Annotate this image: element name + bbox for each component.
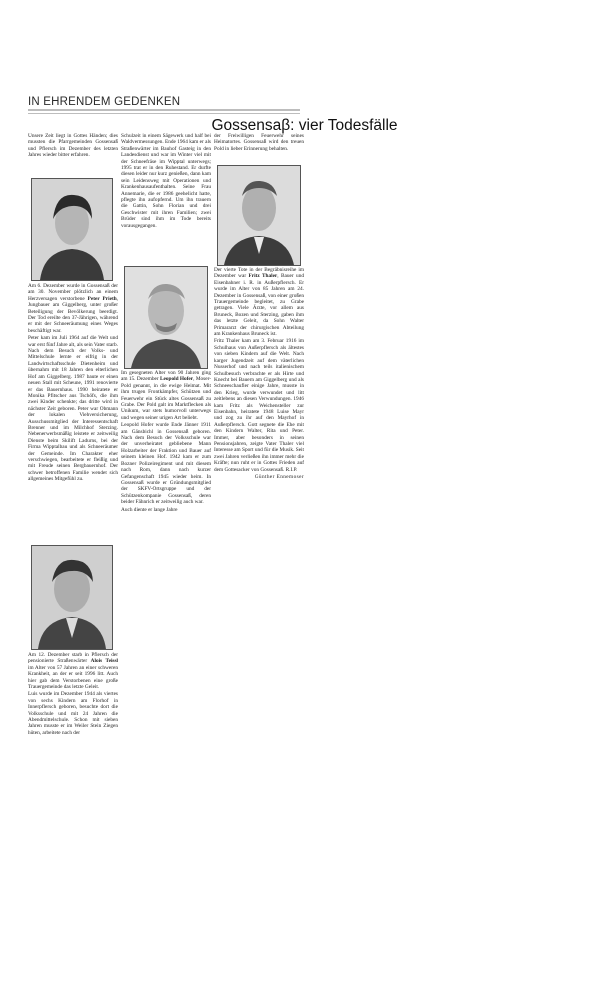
text-span: Im gesegneten Alter von 90 Jahren ging am 15. Dezember	[121, 370, 211, 383]
paragraph-fritz-life: Fritz Thaler kam am 3. Februar 1916 im Schulhaus von Außerpflersch als ältestes von sieben Kindern auf die Welt. Nach karger Jugendzeit auf dem väterlichen Nusserhof und nach teils italienischem Schulbesuch verbrachte er als Hirte und Knecht bei Bauern am Giggelberg und als Schneeschaufler einige Jahre, musste in den Krieg, wurde verwundet und litt zeitlebens an diesen Verwundungen. 1946 kam Fritz als Weichensteller zur Eisenbahn, heiratete 1948 Luise Mayr und zog zu ihr auf den Mayrhof in Außerpflersch. Gott segnete die Ehe mit den Kindern Walter, Rita und Peter. Immer, aber besonders in seinen Pensionsjahren, zeigte Vater Thaler viel Interesse am Sport und für die Musik. Seit zwei Jahren verließen ihn immer mehr die Kräfte; nun ruht er in Gottes Frieden auf dem Gottesacker von Gossensaß. R.I.P.	[214, 338, 304, 473]
paragraph-fritz-thaler	[214, 267, 304, 337]
text-span: , Jungbauer am Giggelberg, unter großer Beteiligung der Bevölkerung beerdigt. Der Tod ereilte den 37-Jährigen, während er mit der Schneeräumung eines Weges beschäftigt war.	[28, 295, 118, 334]
column-2-continued	[121, 370, 211, 514]
portrait-leopold-hofer	[124, 266, 208, 369]
name-fritz-thaler: Fritz Thaler	[248, 273, 278, 280]
portrait-fritz-thaler	[217, 165, 301, 266]
name-peter-prieth: Peter Prieth	[87, 295, 117, 302]
section-header: IN EHRENDEM GEDENKEN	[28, 96, 181, 108]
name-leopold-hofer: Leopold Hofer	[159, 376, 194, 383]
paragraph-leopold-continued: der Freiwilligen Feuerwehr seines Heimatortes. Gossensaß wird den treuen Pold in lieber Erinnerung behalten.	[214, 133, 304, 152]
text-span: Am 12. Dezember starb in Pflersch der pensionierte Straßenwärter	[28, 652, 118, 665]
paragraph-alois-continued: Schulzeit in einem Sägewerk und half bei Waldvermessungen. Ende 1964 kam er als Straßenwärter im Bauhof Gasteig in den Landesdienst und war im Winter viel mit der Schneefräse im Wipptal unterwegs; 1995 trat er in den Ruhestand. Er durfte diesen leider nur kurz genießen, dann kam sein Leidensweg mit Operationen und Krankenhausaufenthalten. Seine Frau Annemarie, die er 1986 geehelicht hatte, pflegte ihn aufopfernd. Um ihn trauern die Gattin, Sohn Florian und drei Geschwister mit ihren Familien; zwei Brüder sind ihm im Tode bereits vorausgegangen.	[121, 133, 211, 229]
paragraph-alois-life: Luis wurde im Dezember 1944 als viertes von sechs Kindern am Florhof in Innerpflersch geboren, besuchte dort die Volksschule und mit 24 Jahren die Abendmittelschule. Schon mit sieben Jahren musste er im Weiler Stein Ziegen hüten, arbeitete nach der	[28, 691, 118, 736]
header-rule-thin	[28, 113, 300, 114]
paragraph-leopold-life: Leopold Hofer wurde Ende Jänner 1911 am Gänsbichl in Gossensaß geboren. Nach dem Besuch der Volksschule war der unverheiratet gebliebene Mann Holzarbeiter der Fraktion und Bauer auf seinem kleinen Hof. 1942 kam er zum Bozner Polizeiregiment und mit diesem nach Rom, dann nach kurzer Gefangenschaft 1945 wieder heim. In Gossensaß wurde er Gründungsmitglied der SKFV-Ortsgruppe und der Schützenkompanie Gossensaß, deren beider Fähnrich er zeitweilig auch war.	[121, 422, 211, 506]
article-headline: Gossensaβ: vier Todesfälle	[211, 117, 398, 134]
text-span: Am 6. Dezember wurde in Gossensaß der am 30. November plötzlich an einem Herzversagen verstorbene	[28, 283, 118, 302]
paragraph-alois-teissl	[28, 652, 118, 690]
text-span: Der vierte Tote in der Begräbnisreihe im Dezember war	[214, 267, 304, 280]
column-1-bottom	[28, 652, 118, 737]
column-1	[28, 133, 118, 160]
paragraph-peter-prieth	[28, 283, 118, 334]
text-span: , Moser-Pold genannt, in die ewige Heimat. Mit ihm trugen Frontkämpfer, Schützen und Feuerwehr ein Stück altes Gossensaß zu Grabe. Der Pold galt im Marktflecken als Unikum, war stets humorvoll unterwegs und wegen seiner urigen Art beliebt.	[121, 376, 212, 421]
paragraph-leopold-hofer	[121, 370, 211, 421]
portrait-alois-teissl	[31, 545, 113, 650]
name-alois-teissl: Alois Teissl	[90, 658, 119, 665]
text-span: im Alter von 57 Jahren an einer schweren Krankheit, an der er seit 1996 litt. Auch hier gab dem Verstorbenen eine große Trauergemeinde das letzte Geleit.	[28, 664, 118, 691]
author-signature: Günther Ennemoser	[254, 474, 304, 480]
text-span: , Bauer und Eisenbahner i. R. in Außerpflersch. Er wurde im Alter von 85 Jahren am 24. Dezember in Gossensaß, von einer großen Trauergemeinde begleitet, zu Grabe getragen. Viele Ärzte, vor allem aus Bruneck, Bozen und Sterzing, gaben ihm das letzte Geleit, da Sohn Walter Primararzt der chirurgischen Abteilung am Krankenhaus Bruneck ist.	[214, 273, 304, 338]
portrait-peter-prieth	[31, 178, 113, 281]
column-1-continued	[28, 283, 118, 484]
header-rule	[28, 109, 300, 111]
column-2	[121, 133, 211, 230]
intro-paragraph: Unsere Zeit liegt in Gottes Händen; dies mussten die Pfarrgemeinden Gossensaß und Pflersch im Dezember des letzten Jahres wieder bitter erfahren.	[28, 133, 118, 159]
column-3-continued	[214, 267, 304, 480]
paragraph-leopold-end: Auch diente er lange Jahre	[121, 506, 178, 513]
paragraph-peter-life: Peter kam im Juli 1964 auf die Welt und war erst fünf Jahre alt, als sein Vater starb. Nach dem Besuch der Volks- und Mittelschule lernte er eifrig in der Landwirtschaftsschule Dietenheim und übernahm mit 18 Jahren den elterlichen Hof am Giggelberg. 1987 baute er einen neuen Stall mit Scheune, 1991 renovierte er das Bauernhaus. 1990 heiratete er Monika Pfitscher aus Tschöfs, die ihm zwei Kinder schenkte; das dritte wird in nächster Zeit geboren. Peter war Obmann der lokalen Viehversicherung, Ausschussmitglied der Interessentschaft Brenner und im Milchhof Sterzing. Nebenerwerbsmäßig leistete er zeitweilig Dienste beim Skilift Ladurns, bei der Firma Wipptalbau und als Schneeräumer der Gemeinde. Im Charakter eher verschwiegen, bearbeitete er fleißig und mit Freude seinen Bergbauernhof. Der schwer betroffenen Familie wendet sich allgemeines Mitgefühl zu.	[28, 335, 118, 483]
column-3	[214, 133, 304, 153]
